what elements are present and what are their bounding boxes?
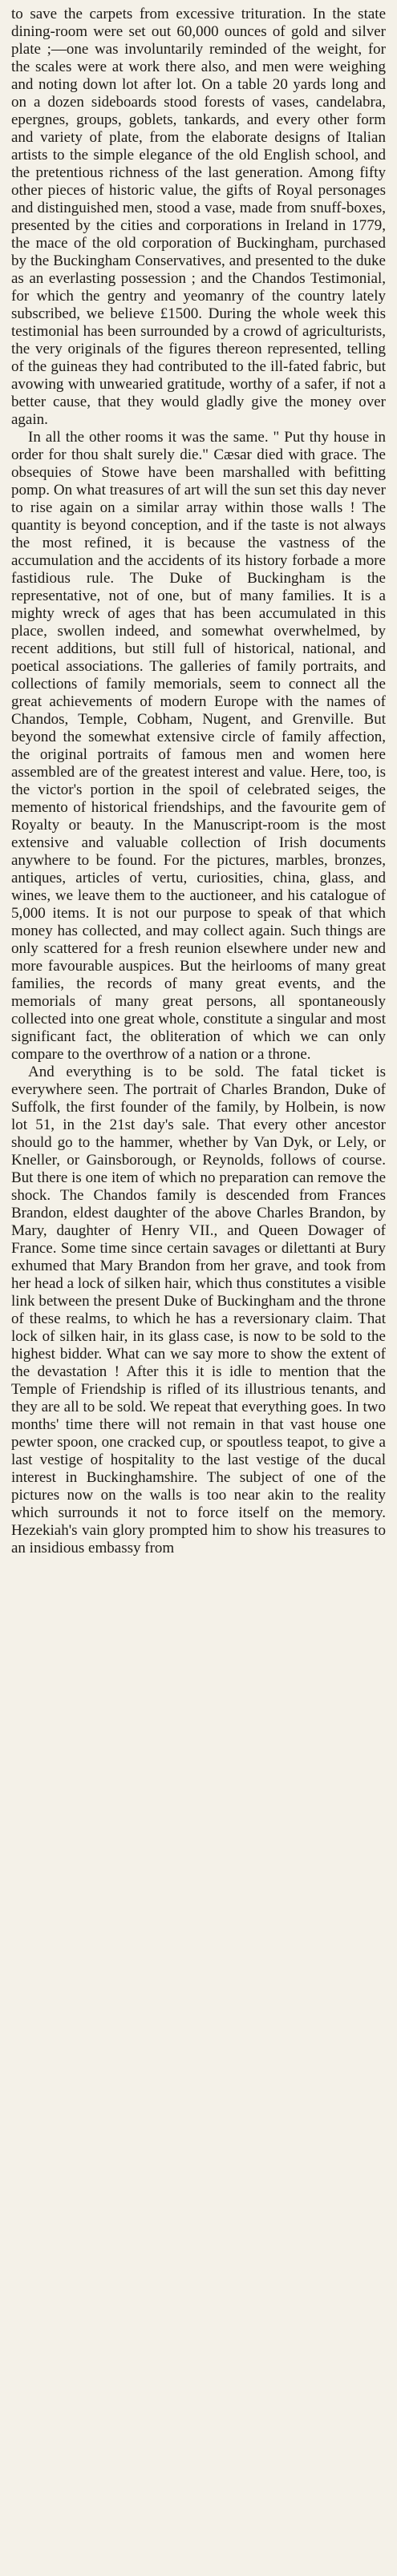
article-paragraph-3: And everything is to be sold. The fatal ticket is everywhere seen. The portrait of Charles Brandon, Duke of Suffolk, the first founder of the family, by Holbein, is now lot 51, in the 21st day's sale. That every other ancestor should go to the hammer, whether by Van Dyk, or Lely, or Kneller, or Gainsborough, or Reynolds, follows of course. But there is one item of which no preparation can remove the shock. The Chandos family is descended from Frances Brandon, eldest daughter of the above Charles Brandon, by Mary, daughter of Henry VII., and Queen Dowager of France. Some time since certain savages or dilettanti at Bury exhumed that Mary Brandon from her grave, and took from her head a lock of silken hair, which thus constitutes a visible link between the present Duke of Buckingham and the throne of these realms, to which he has a reversionary claim. That lock of silken hair, in its glass case, is now to be sold to the highest bidder. What can we say more to show the extent of the devastation ! After this it is idle to mention that the Temple of Friendship is rifled of its illustrious tenants, and they are all to be sold. We repeat that everything goes. In two months' time there will not remain in that vast house one pewter spoon, one cracked cup, or spoutless teapot, to give a last vestige of hospitality to the last vestige of the ducal interest in Buckinghamshire. The subject of one of the pictures now on the walls is too near akin to the reality which surrounds it not to force itself on the memory. Hezekiah's vain glory prompted him to show his treasures to an insidious embassy from bbox=[11, 1064, 386, 1557]
article-paragraph-2: In all the other rooms it was the same. " Put thy house in order for thou shalt surely die." Cæsar died with grace. The obsequies of Stowe have been marshalled with befitting pomp. On what treasures of art will the sun set this day never to rise again on a similar array within those walls ! The quantity is beyond conception, and if the taste is not always the most refined, it is because the vastness of the accumulation and the accidents of its history forbade a more fastidious rule. The Duke of Buckingham is the representative, not of one, but of many families. It is a mighty wreck of ages that has been accumulated in this place, swollen indeed, and somewhat overwhelmed, by recent additions, but still full of historical, national, and poetical associations. The galleries of family portraits, and collections of family memorials, seem to connect all the great achievements of modern Europe with the names of Chandos, Temple, Cobham, Nugent, and Grenville. But beyond the somewhat extensive circle of family affection, the original portraits of famous men and women here assembled are of the greatest interest and value. Here, too, is the victor's portion in the spoil of celebrated seiges, the memento of historical friendships, and the favourite gem of Royalty or beauty. In the Manuscript-room is the most extensive and valuable collection of Irish documents anywhere to be found. For the pictures, marbles, bronzes, antiques, articles of vertu, curiosities, china, glass, and wines, we leave them to the auctioneer, and his catalogue of 5,000 items. It is not our purpose to speak of that which money has collected, and may collect again. Such things are only scattered for a fresh reunion elsewhere under new and more favourable auspices. But the heirlooms of many great families, the records of many great events, and the memorials of many great persons, all spontaneously collected into one great whole, constitute a singular and most significant fact, the obliteration of which we can only compare to the overthrow of a nation or a throne. bbox=[11, 429, 386, 1063]
article-paragraph-1: to save the carpets from excessive trituration. In the state dining-room were set out 60,000 ounces of gold and silver plate ;—one was involuntarily reminded of the weight, for the scales were at work there also, and men were weighing and noting down lot after lot. On a table 20 yards long and on a dozen sideboards stood forests of vases, candelabra, epergnes, groups, goblets, tankards, and every other form and variety of plate, from the elaborate designs of Italian artists to the simple elegance of the old English school, and the pretentious richness of the last generation. Among fifty other pieces of historic value, the gifts of Royal personages and distinguished men, stood a vase, made from snuff-boxes, presented by the cities and corporations in Ireland in 1779, the mace of the old corporation of Buckingham, purchased by the Buckingham Conservatives, and presented to the duke as an everlasting possession ; and the Chandos Testimonial, for which the gentry and yeomanry of the country lately subscribed, we believe £1500. During the whole week this testimonial has been surrounded by a crowd of agriculturists, the very originals of the figures thereon represented, telling of the guineas they had contributed to the ill-fated fabric, but avowing with unwearied gratitude, worthy of a safer, if not a better cause, that they would gladly give the money over again. bbox=[11, 6, 386, 428]
article-column bbox=[11, 6, 386, 1557]
